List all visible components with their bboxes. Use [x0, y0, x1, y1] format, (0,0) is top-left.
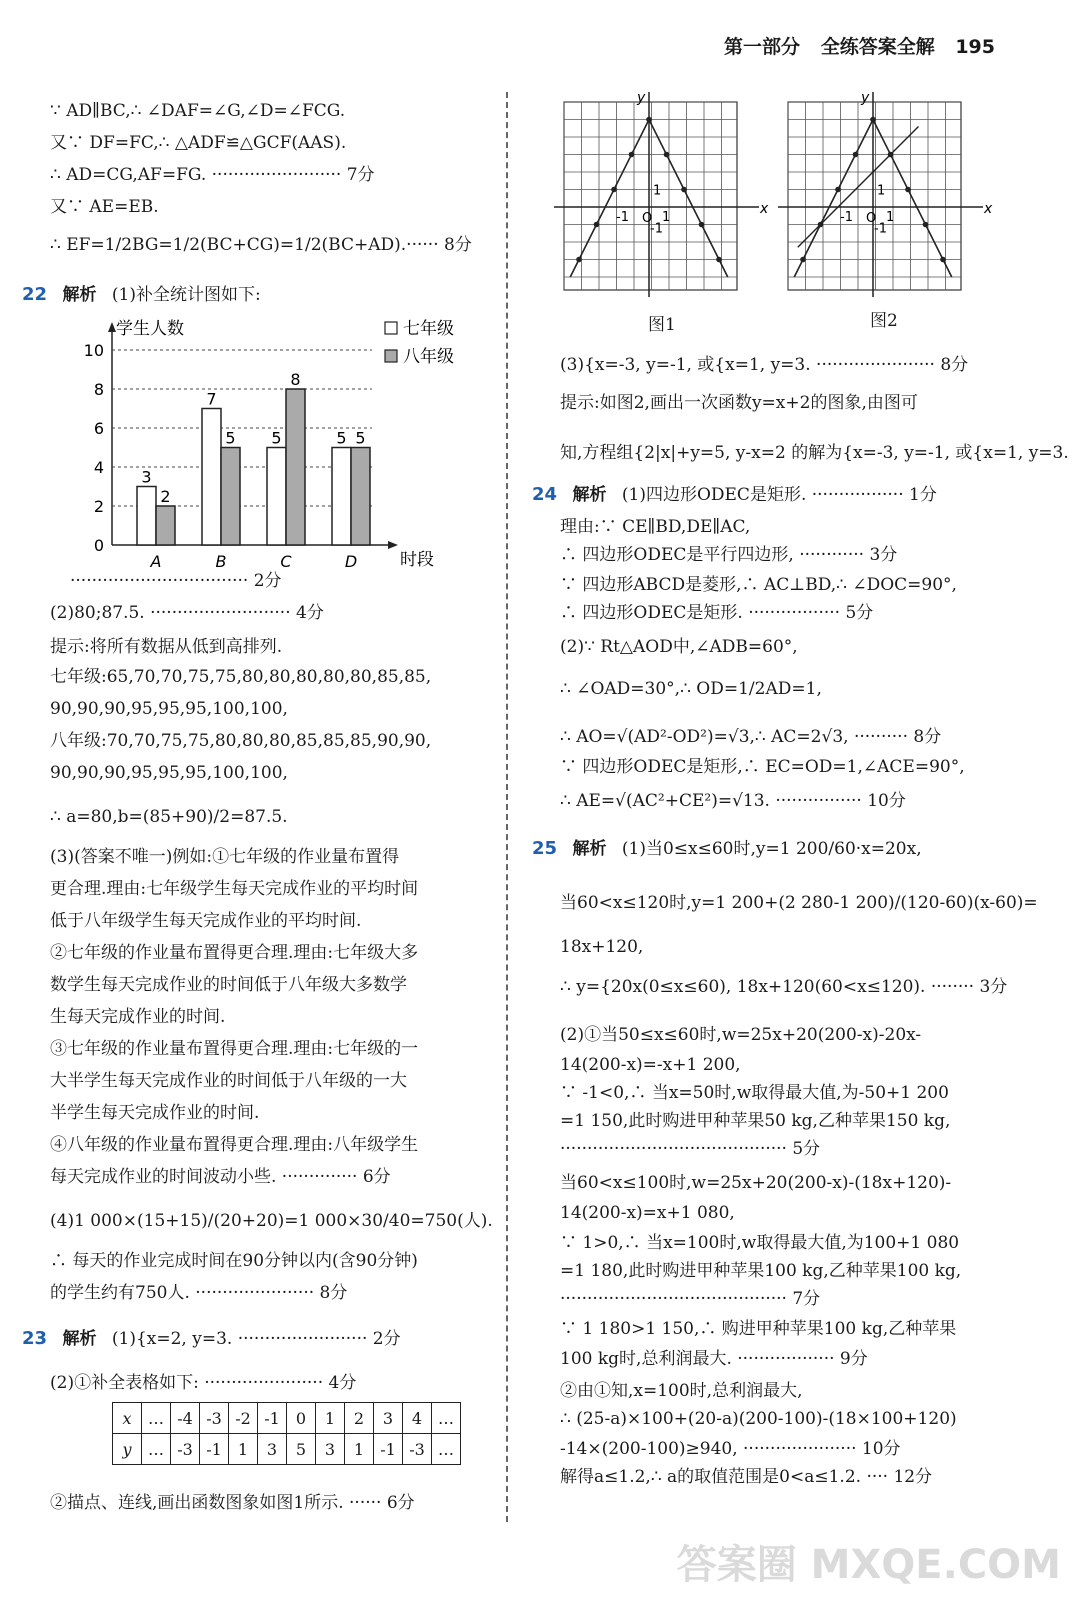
bar: [351, 448, 370, 546]
tick-label: -1: [616, 210, 629, 225]
table-x-cell: -2: [229, 1403, 258, 1434]
q22-part3-h: 大半学生每天完成作业的时间低于八年级的一大: [50, 1071, 407, 1091]
tick-label: 1: [662, 210, 671, 225]
q22-part3-f: 生每天完成作业的时间.: [50, 1007, 226, 1027]
grid-border: [788, 102, 961, 290]
data-label: 8: [290, 370, 301, 389]
table-x-cell: …: [142, 1403, 171, 1434]
graph-point: [716, 257, 722, 263]
q25-line20: 解得a≤1.2,∴ a的取值范围是0<a≤1.2. ···· 12分: [560, 1467, 933, 1487]
data-label: 5: [225, 428, 236, 448]
table-y-cell: 5: [287, 1434, 316, 1465]
y-axis-arrow: [108, 322, 116, 332]
x-axis-label: 时段: [400, 550, 434, 567]
q22-part4-b: ∴ 每天的作业完成时间在90分钟以内(含90分钟): [50, 1251, 418, 1271]
table-y-cell: -1: [374, 1434, 403, 1465]
graph-point: [923, 222, 929, 228]
question-25-header: [532, 838, 922, 860]
q22-part3-c: 低于八年级学生每天完成作业的平均时间.: [50, 911, 362, 931]
q23-part2b: ②描点、连线,画出函数图象如图1所示. ······ 6分: [50, 1493, 415, 1513]
q25-line6: 14(200-x)=-x+1 200,: [560, 1055, 741, 1075]
q25-line16: 100 kg时,总利润最大. ·················· 9分: [560, 1349, 868, 1369]
graph-point: [835, 187, 841, 193]
q25-line10: 当60<x≤100时,w=25x+20(200-x)-(18x+120)-: [560, 1173, 952, 1193]
figure-2-graph: [778, 92, 998, 302]
table-x-cell: 1: [316, 1403, 345, 1434]
q25-line7: ∵ -1<0,∴ 当x=50时,w取得最大值,为-50+1 200: [560, 1083, 949, 1103]
q25-line19: -14×(200-100)≥940, ····················· 10分: [560, 1439, 901, 1459]
bar: [156, 506, 175, 545]
question-22-label: 解析: [62, 285, 97, 305]
q25-line9: ·········································· 5分: [560, 1139, 821, 1159]
q25-line11: 14(200-x)=x+1 080,: [560, 1203, 735, 1223]
y-tick-label: 0: [93, 536, 104, 555]
proof-line-5: ∴ EF=1/2BG=1/2(BC+CG)=1/2(BC+AD).······ 8分: [50, 235, 472, 255]
q24-line9: ∵ 四边形ODEC是矩形,∴ EC=OD=1,∠ACE=90°,: [560, 757, 965, 777]
tick-label: -1: [840, 210, 853, 225]
table-x-cell: 0: [287, 1403, 316, 1434]
q24-line2: 理由:∵ CE∥BD,DE∥AC,: [560, 517, 751, 537]
data-label: 3: [141, 467, 152, 487]
q25-line13: =1 180,此时购进甲种苹果100 kg,乙种苹果100 kg,: [560, 1261, 962, 1281]
table-x-cell: 3: [374, 1403, 403, 1434]
x-tick-label: A: [150, 552, 162, 567]
x-tick-label: D: [344, 552, 358, 567]
data-label: 7: [206, 389, 217, 409]
q22-grade7-a: 七年级:65,70,70,75,75,80,80,80,80,80,85,85,: [50, 667, 432, 687]
x-tick-label: C: [280, 552, 292, 567]
y-tick-label: 8: [93, 380, 104, 399]
tick-label: 1: [653, 183, 662, 199]
q25-line8: =1 150,此时购进甲种苹果50 kg,乙种苹果150 kg,: [560, 1111, 951, 1131]
q22-part4: (4)1 000×(15+15)/(20+20)=1 000×30/40=750(人).: [50, 1211, 493, 1231]
page-header: [710, 32, 995, 59]
table-y-cell: 3: [316, 1434, 345, 1465]
origin-label: O: [642, 211, 653, 226]
table-y-cell: -3: [403, 1434, 432, 1465]
graph-point: [800, 257, 806, 263]
graph-point: [576, 257, 582, 263]
q22-part3-e: 数学生每天完成作业的时间低于八年级大多数学: [50, 975, 407, 995]
proof-line-2: 又∵ DF=FC,∴ △ADF≌△GCF(AAS).: [50, 133, 347, 153]
tick-label: -1: [874, 221, 887, 237]
page-number: 195: [955, 36, 995, 58]
graph-point: [611, 187, 617, 193]
bar-chart: [50, 307, 470, 567]
bar: [137, 487, 156, 546]
q24-line5: ∴ 四边形ODEC是矩形. ················· 5分: [560, 603, 874, 623]
legend-swatch: [385, 350, 397, 362]
header-section: 第一部分: [724, 36, 801, 58]
question-24-header: [532, 484, 937, 506]
question-22-number: 22: [22, 284, 48, 305]
question-22-part1: (1)补全统计图如下:: [111, 285, 261, 305]
x-axis-label: x: [984, 201, 993, 217]
y-axis-label: 学生人数: [116, 319, 184, 339]
q24-line8: ∴ AO=√(AD²-OD²)=√3,∴ AC=2√3, ·········· 8分: [560, 727, 942, 747]
q25-line1: (1)当0≤x≤60时,y=1 200/60·x=20x,: [621, 839, 922, 859]
q22-part3-i: 半学生每天完成作业的时间.: [50, 1103, 260, 1123]
q24-line3: ∴ 四边形ODEC是平行四边形, ············ 3分: [560, 545, 898, 565]
q25-line15: ∵ 1 180>1 150,∴ 购进甲种苹果100 kg,乙种苹果: [560, 1319, 957, 1339]
q23-hint-b: 知,方程组{2|x|+y=5, y-x=2 的解为{x=-3, y=-1, 或{x=1, y=3.: [560, 443, 1069, 463]
value-table: [112, 1402, 461, 1465]
table-y-cell: -3: [171, 1434, 200, 1465]
question-24-label: 解析: [572, 485, 607, 505]
y-tick-label: 4: [93, 458, 104, 477]
graph-point: [870, 117, 876, 123]
q25-line2: 当60<x≤120时,y=1 200+(2 280-1 200)/(120-60)(x-60)=: [560, 893, 1038, 913]
column-divider: [506, 92, 508, 1522]
q24-line10: ∴ AE=√(AC²+CE²)=√13. ················ 10分: [560, 791, 906, 811]
table-row-y: [113, 1434, 461, 1465]
bar: [202, 409, 221, 546]
graph-point: [853, 152, 859, 158]
q22-grade8-a: 八年级:70,70,75,75,80,80,80,85,85,85,90,90,: [50, 731, 432, 751]
y-tick-label: 6: [93, 419, 104, 438]
table-y-cell: …: [142, 1434, 171, 1465]
q22-part3-g: ③七年级的作业量布置得更合理.理由:七年级的一: [50, 1039, 419, 1059]
graph-point: [905, 187, 911, 193]
graph-point: [629, 152, 635, 158]
y-tick-label: 2: [93, 497, 104, 516]
question-23-part1: (1){x=2, y=3. ························ 2分: [111, 1329, 401, 1349]
legend-label: 八年级: [403, 347, 454, 367]
table-y-cell: y: [113, 1434, 142, 1465]
table-x-cell: -4: [171, 1403, 200, 1434]
proof-line-1: ∵ AD∥BC,∴ ∠DAF=∠G,∠D=∠FCG.: [50, 101, 346, 121]
q25-line17: ②由①知,x=100时,总利润最大,: [560, 1381, 803, 1401]
proof-line-3: ∴ AD=CG,AF=FG. ························ 7分: [50, 165, 375, 185]
question-23-number: 23: [22, 1328, 48, 1349]
figure-1-caption: 图1: [648, 315, 676, 335]
bar: [332, 448, 351, 546]
q22-part3-k: 每天完成作业的时间波动小些. ·············· 6分: [50, 1167, 391, 1187]
question-22-header: [22, 284, 261, 306]
q25-line3: 18x+120,: [560, 937, 644, 957]
table-y-cell: …: [432, 1434, 461, 1465]
table-y-cell: 1: [345, 1434, 374, 1465]
table-x-cell: …: [432, 1403, 461, 1434]
y-axis-label: y: [637, 92, 646, 106]
graph-point: [699, 222, 705, 228]
watermark: 答案圈 MXQE.COM: [676, 1542, 1061, 1588]
data-label: 5: [355, 428, 366, 448]
q24-line7: ∴ ∠OAD=30°,∴ OD=1/2AD=1,: [560, 679, 822, 699]
q22-part2: (2)80;87.5. ·························· 4分: [50, 603, 324, 623]
q24-line4: ∵ 四边形ABCD是菱形,∴ AC⊥BD,∴ ∠DOC=90°,: [560, 575, 957, 595]
q25-line4: ∴ y={20x(0≤x≤60), 18x+120(60<x≤120). ········ 3分: [560, 977, 1008, 997]
header-title: 全练答案全解: [820, 36, 935, 58]
q25-line14: ·········································· 7分: [560, 1289, 821, 1309]
x-axis-arrow: [388, 541, 398, 549]
graph-point: [664, 152, 670, 158]
question-24-number: 24: [532, 484, 558, 505]
q22-hint: 提示:将所有数据从低到高排列.: [50, 637, 283, 657]
data-label: 2: [160, 487, 171, 506]
legend-swatch: [385, 322, 397, 334]
data-label: 5: [271, 428, 282, 448]
question-23-label: 解析: [62, 1329, 97, 1349]
q22-part3-j: ④八年级的作业量布置得更合理.理由:八年级学生: [50, 1135, 419, 1155]
bar: [221, 448, 240, 546]
q23-part2: (2)①补全表格如下: ······················ 4分: [50, 1373, 357, 1393]
question-25-number: 25: [532, 838, 558, 859]
table-x-cell: 4: [403, 1403, 432, 1434]
q24-part1: (1)四边形ODEC是矩形. ················· 1分: [621, 485, 937, 505]
question-23-header: [22, 1328, 401, 1350]
score-line-chart: ································· 2分: [70, 571, 282, 591]
origin-label: O: [866, 211, 877, 226]
q22-part4-c: 的学生约有750人. ······················ 8分: [50, 1283, 348, 1303]
proof-line-4: 又∵ AE=EB.: [50, 197, 159, 217]
table-x-cell: 2: [345, 1403, 374, 1434]
q22-grade7-b: 90,90,90,95,95,95,100,100,: [50, 699, 288, 719]
figure-1-graph: [554, 92, 774, 302]
question-25-label: 解析: [572, 839, 607, 859]
table-x-cell: -3: [200, 1403, 229, 1434]
q25-line12: ∵ 1>0,∴ 当x=100时,w取得最大值,为100+1 080: [560, 1233, 960, 1253]
legend-label: 七年级: [403, 319, 454, 339]
tick-label: 1: [886, 210, 895, 225]
graph-point: [681, 187, 687, 193]
x-tick-label: B: [215, 552, 227, 567]
y-axis-label: y: [861, 92, 870, 106]
table-y-cell: 1: [229, 1434, 258, 1465]
figure-2-caption: 图2: [870, 311, 898, 331]
q25-line18: ∴ (25-a)×100+(20-a)(200-100)-(18×100+120): [560, 1409, 957, 1429]
table-x-cell: x: [113, 1403, 142, 1434]
graph-point: [940, 257, 946, 263]
table-row-x: [113, 1403, 461, 1434]
bar: [286, 389, 305, 545]
q25-line5: (2)①当50≤x≤60时,w=25x+20(200-x)-20x-: [560, 1025, 922, 1045]
q22-part3-a: (3)(答案不唯一)例如:①七年级的作业量布置得: [50, 847, 400, 867]
q23-hint-a: 提示:如图2,画出一次函数y=x+2的图象,由图可: [560, 393, 918, 413]
tick-label: -1: [650, 221, 663, 237]
graph-point: [646, 117, 652, 123]
table-y-cell: -1: [200, 1434, 229, 1465]
table-x-cell: -1: [258, 1403, 287, 1434]
graph-point: [594, 222, 600, 228]
q22-part3-b: 更合理.理由:七年级学生每天完成作业的平均时间: [50, 879, 419, 899]
q23-part3: (3){x=-3, y=-1, 或{x=1, y=3. ······················ 8分: [560, 355, 969, 375]
grid-border: [564, 102, 737, 290]
y-tick-label: 10: [83, 341, 104, 360]
table-y-cell: 3: [258, 1434, 287, 1465]
x-axis-label: x: [760, 201, 769, 217]
q22-ab: ∴ a=80,b=(85+90)/2=87.5.: [50, 807, 288, 827]
data-label: 5: [336, 428, 347, 448]
q22-part3-d: ②七年级的作业量布置得更合理.理由:七年级大多: [50, 943, 419, 963]
q24-line6: (2)∵ Rt△AOD中,∠ADB=60°,: [560, 637, 798, 657]
bar: [267, 448, 286, 546]
tick-label: 1: [877, 183, 886, 199]
q22-grade8-b: 90,90,90,95,95,95,100,100,: [50, 763, 288, 783]
